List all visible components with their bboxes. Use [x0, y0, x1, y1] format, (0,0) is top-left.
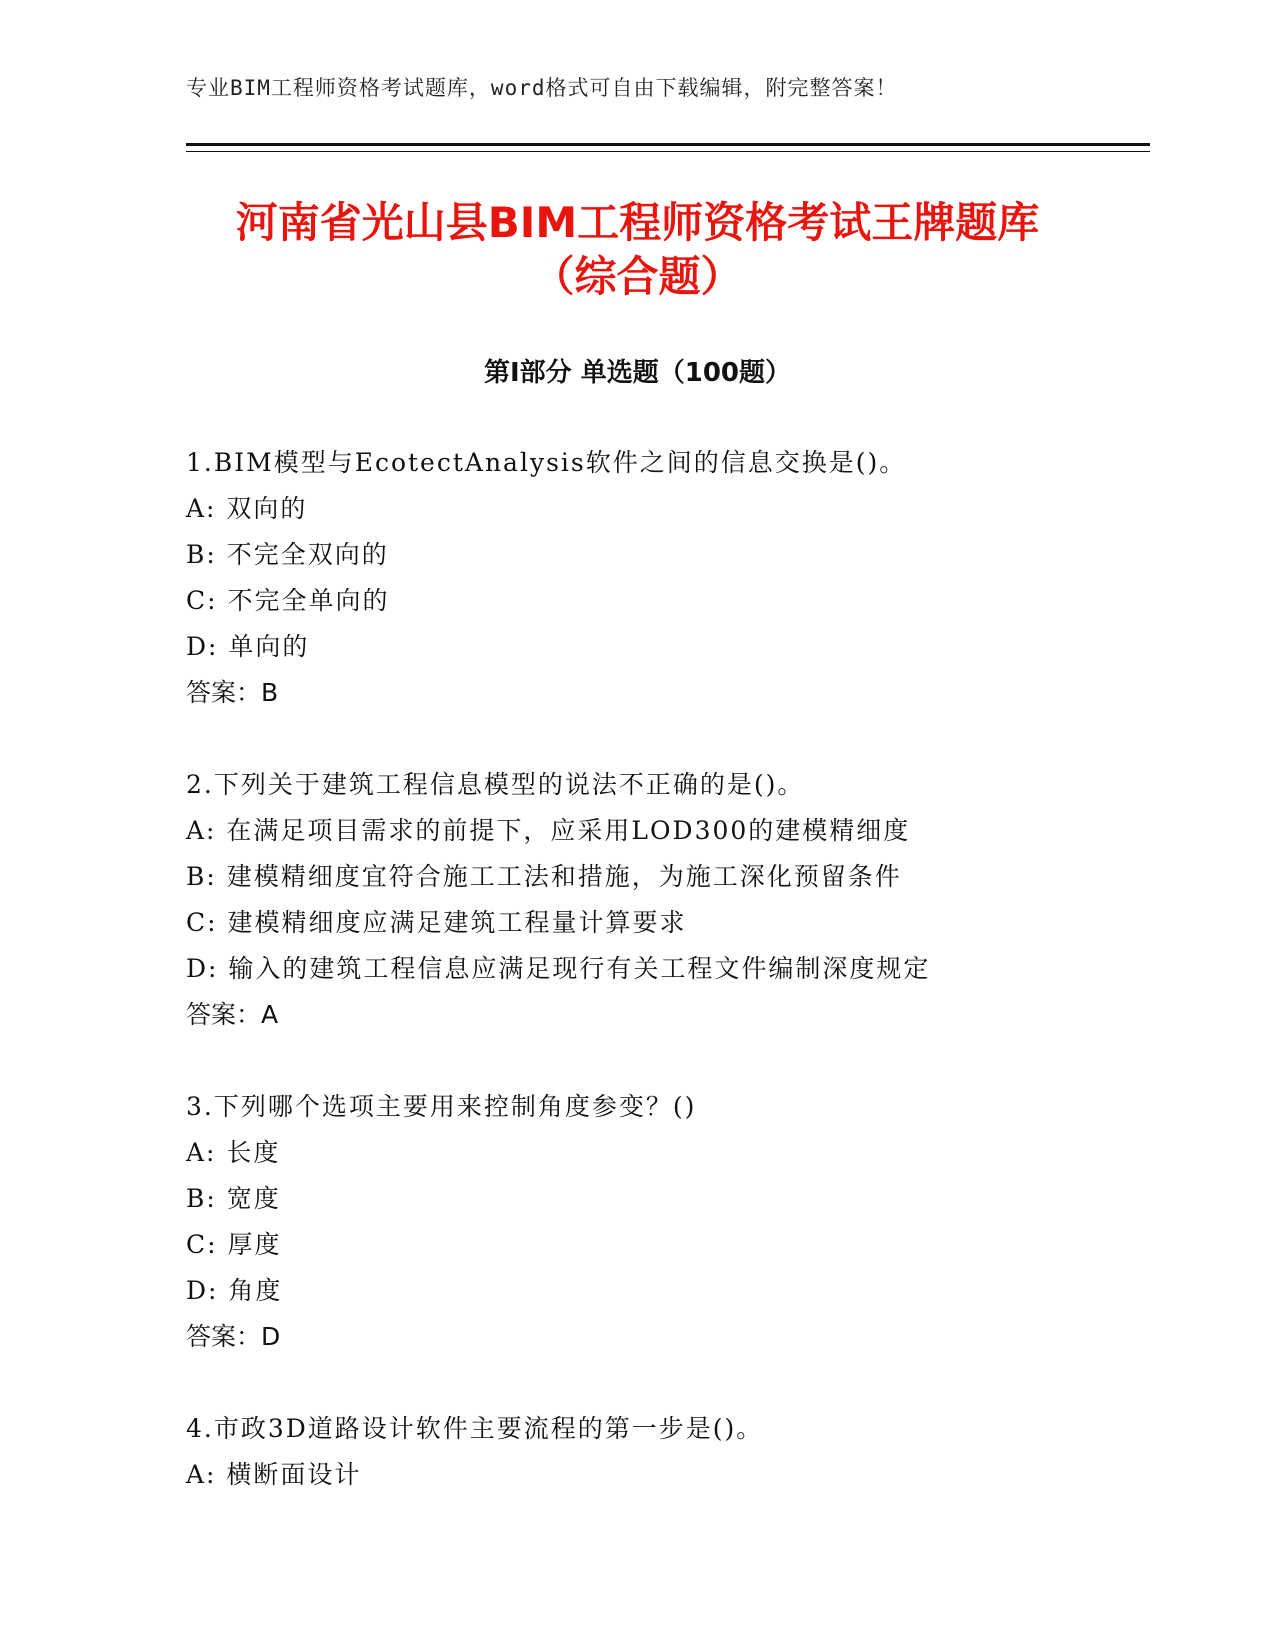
- question-1: [186, 440, 1150, 716]
- option-b: B: 不完全双向的: [186, 540, 389, 569]
- document-title: [0, 196, 1275, 304]
- answer-line: 答案：A: [186, 1000, 279, 1029]
- question-stem: 2.下列关于建筑工程信息模型的说法不正确的是()。: [186, 770, 805, 799]
- option-a: A: 双向的: [186, 494, 308, 523]
- page-header: 专业BIM工程师资格考试题库，word格式可自由下载编辑，附完整答案！: [186, 76, 898, 100]
- option-c: C: 建模精细度应满足建筑工程量计算要求: [186, 908, 687, 937]
- option-b: B: 建模精细度宜符合施工工法和措施，为施工深化预留条件: [186, 862, 902, 891]
- option-b: B: 宽度: [186, 1184, 281, 1213]
- option-a: A: 长度: [186, 1138, 281, 1167]
- option-a: A: 横断面设计: [186, 1460, 362, 1489]
- option-d: D: 输入的建筑工程信息应满足现行有关工程文件编制深度规定: [186, 954, 931, 983]
- option-a: A: 在满足项目需求的前提下，应采用LOD300的建模精细度: [186, 816, 911, 845]
- question-4: [186, 1406, 1150, 1498]
- question-list: [186, 440, 1150, 1544]
- header-rule-thin: [186, 151, 1150, 152]
- answer-line: 答案：B: [186, 678, 279, 707]
- option-c: C: 不完全单向的: [186, 586, 390, 615]
- answer-line: 答案：D: [186, 1322, 281, 1351]
- question-stem: 1.BIM模型与EcotectAnalysis软件之间的信息交换是()。: [186, 448, 907, 477]
- option-d: D: 单向的: [186, 632, 310, 661]
- section-heading: 第I部分 单选题（100题）: [484, 358, 791, 388]
- option-d: D: 角度: [186, 1276, 283, 1305]
- question-2: [186, 762, 1150, 1038]
- document-title-line1: 河南省光山县BIM工程师资格考试王牌题库: [235, 198, 1040, 247]
- question-stem: 3.下列哪个选项主要用来控制角度参变？(): [186, 1092, 697, 1121]
- header-rule-thick: [186, 143, 1150, 146]
- option-c: C: 厚度: [186, 1230, 282, 1259]
- document-title-line2: （综合题）: [532, 252, 743, 301]
- question-stem: 4.市政3D道路设计软件主要流程的第一步是()。: [186, 1414, 764, 1443]
- question-3: [186, 1084, 1150, 1360]
